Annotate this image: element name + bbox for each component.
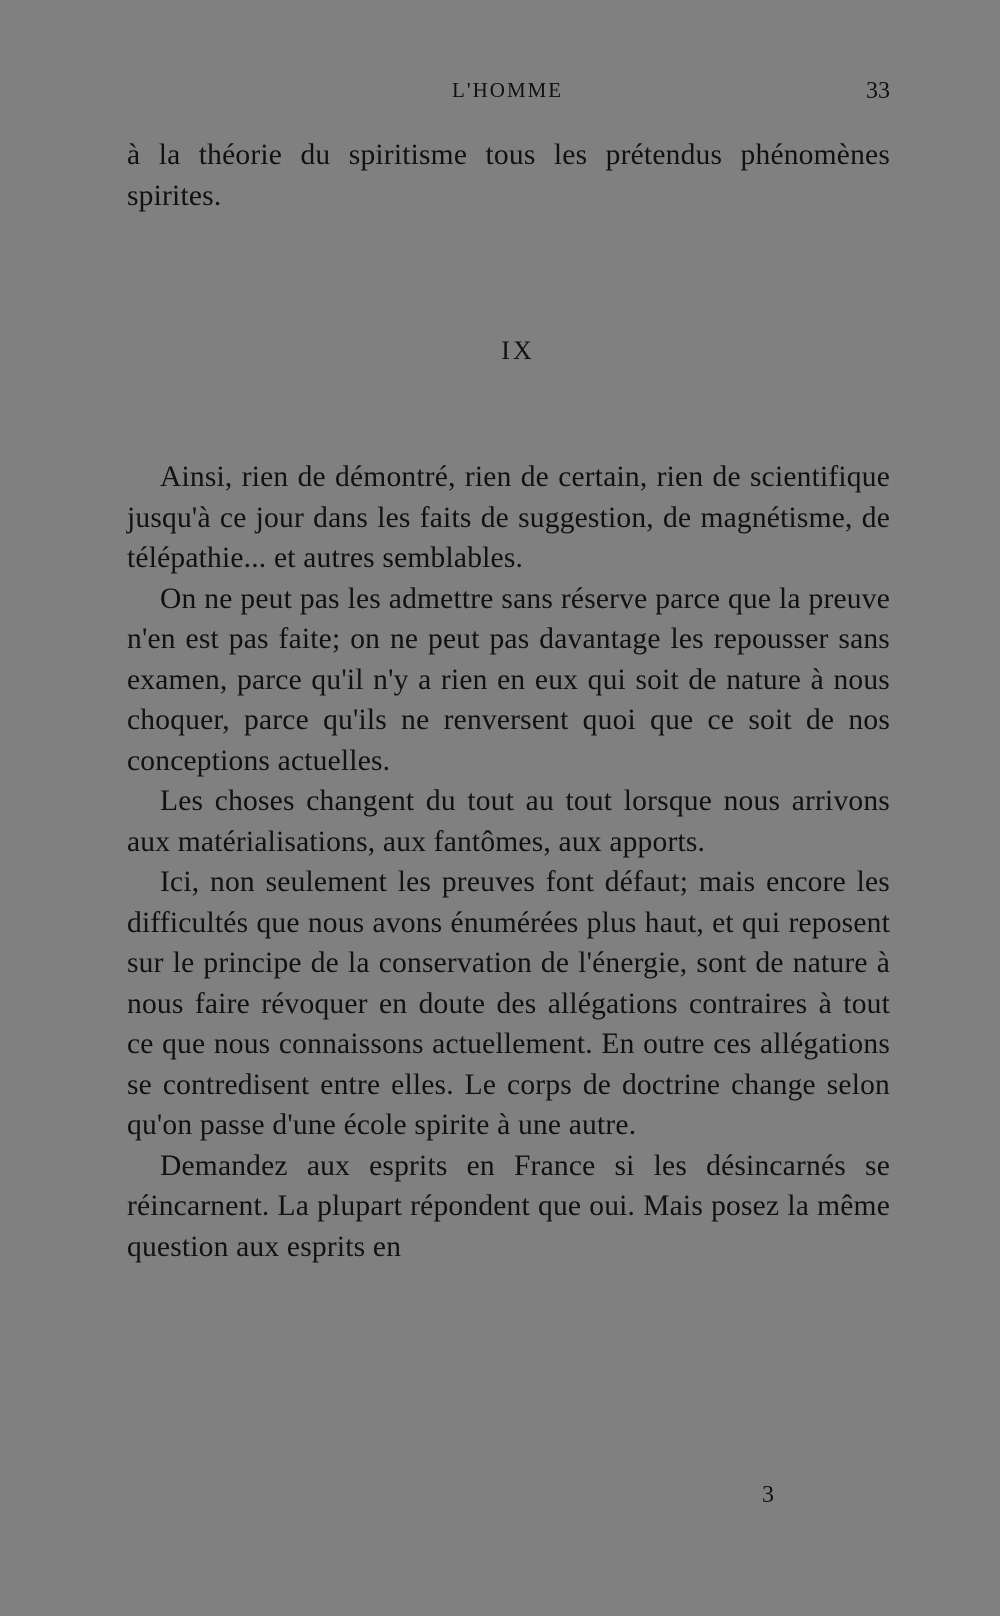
section-body — [127, 457, 890, 1267]
paragraph: Ici, non seulement les preuves font défaut; mais encore les difficultés que nous avons énumérées plus haut, et qui reposent sur le principe de la conservation de l'énergie, sont de nature à nous faire révoquer en doute des allégations contraires à tout ce que nous connaissons actuellement. En outre ces allégations se contredisent entre elles. Le corps de doctrine change selon qu'on passe d'une école spirite à une autre. — [127, 866, 890, 1141]
paragraph: Demandez aux esprits en France si les désincarnés se réincarnent. La plupart répondent que oui. Mais posez la même question aux esprits en — [127, 1149, 890, 1263]
running-head — [0, 78, 1000, 112]
signature-mark: 3 — [762, 1482, 774, 1508]
running-title: L'HOMME — [452, 78, 564, 102]
continuation-paragraph: à la théorie du spiritisme tous les prétendus phénomènes spirites. — [127, 139, 890, 212]
paragraph: Les choses changent du tout au tout lorsque nous arrivons aux matérialisations, aux fantômes, aux apports. — [127, 785, 890, 858]
section-number: IX — [501, 336, 535, 365]
paragraph: Ainsi, rien de démontré, rien de certain, rien de scientifique jusqu'à ce jour dans les faits de suggestion, de magnétisme, de télépathie... et autres semblables. — [127, 461, 890, 574]
paragraph: On ne peut pas les admettre sans réserve parce que la preuve n'en est pas faite; on ne peut pas davantage les repousser sans examen, parce qu'il n'y a rien en eux qui soit de nature à nous choquer, parce qu'ils ne renversent quoi que ce soit de nos conceptions actuelles. — [127, 582, 890, 777]
page-number: 33 — [866, 78, 890, 104]
continuation-block — [127, 135, 890, 216]
